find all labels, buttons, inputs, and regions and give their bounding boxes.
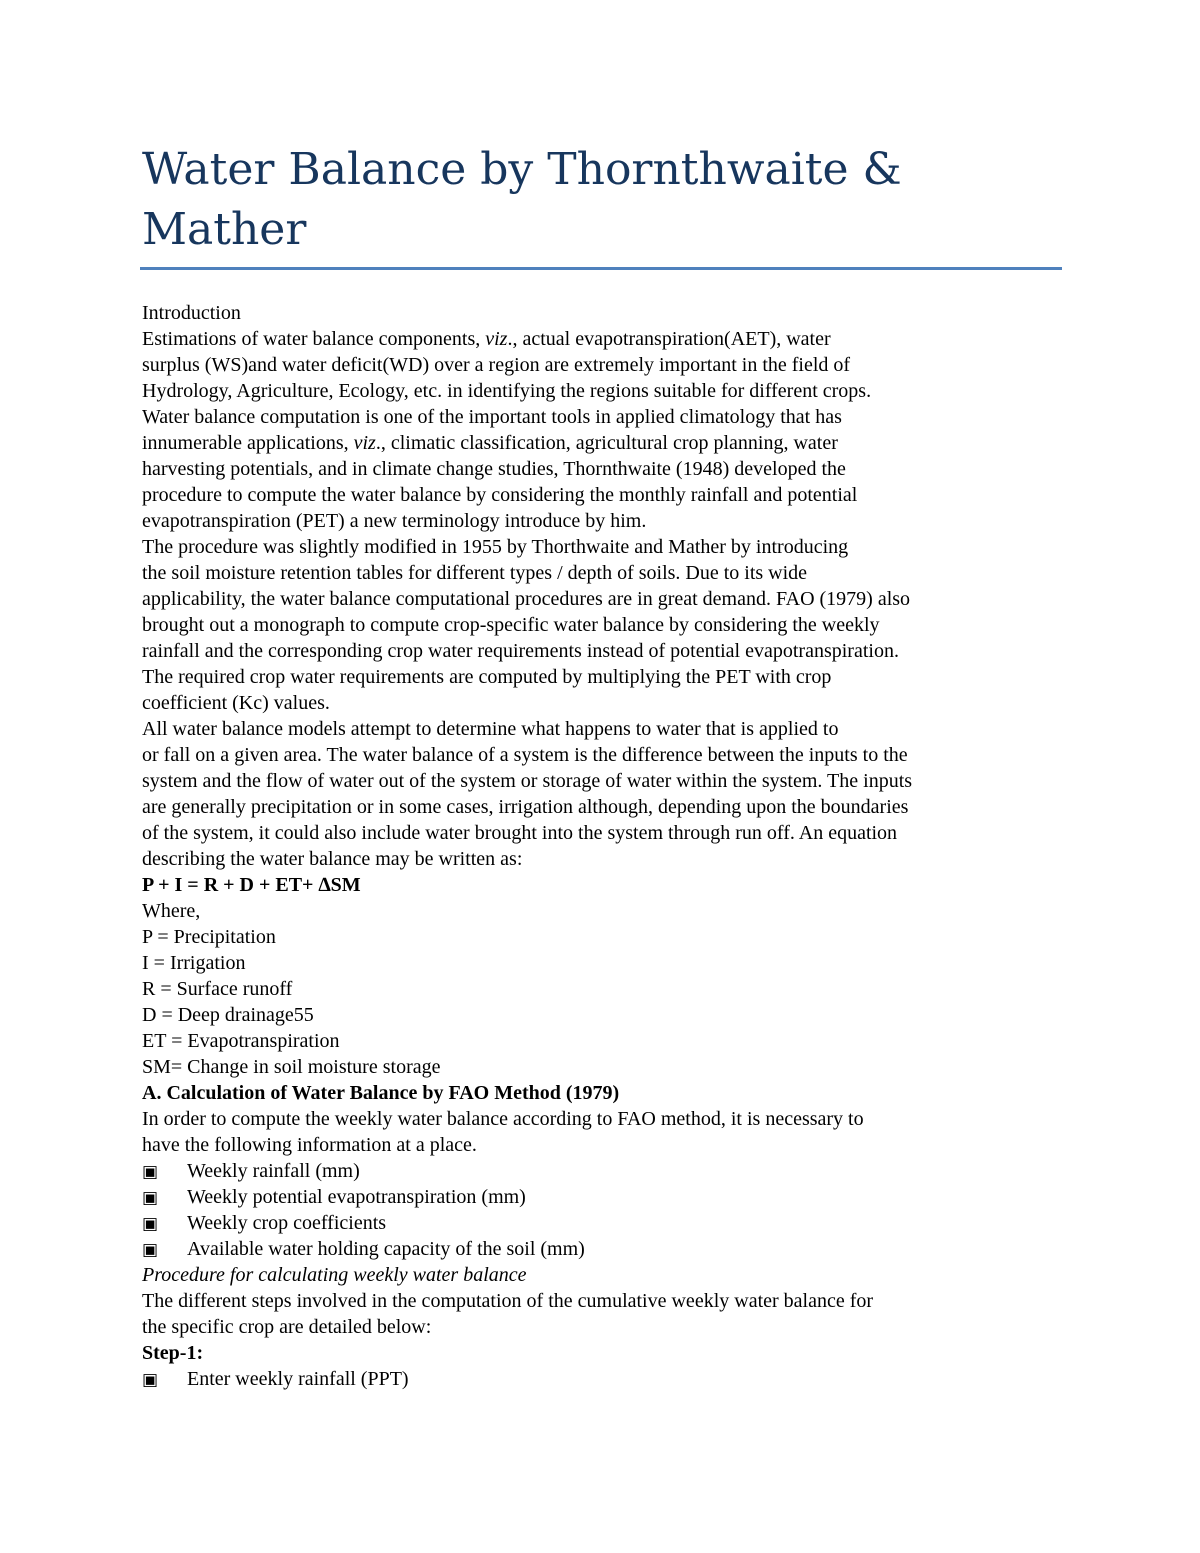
paragraph-line: coefficient (Kc) values. bbox=[142, 692, 330, 714]
procedure-history-paragraph bbox=[142, 534, 1042, 716]
paragraph-line: have the following information at a place. bbox=[142, 1134, 477, 1156]
definition-item: ET = Evapotranspiration bbox=[142, 1030, 340, 1052]
title-line-2: Mather bbox=[142, 204, 307, 255]
paragraph-line: The procedure was slightly modified in 1955 by Thorthwaite and Mather by introducing bbox=[142, 536, 849, 558]
document-body bbox=[142, 300, 1042, 1392]
paragraph-line: the soil moisture retention tables for different types / depth of soils. Due to its wide bbox=[142, 562, 808, 584]
bullet-icon: ▣ bbox=[142, 1240, 159, 1260]
bullet-icon: ▣ bbox=[142, 1188, 159, 1208]
paragraph-line: describing the water balance may be written as: bbox=[142, 848, 523, 870]
title-line-1: Water Balance by Thornthwaite & bbox=[142, 144, 902, 195]
list-item: ▣ Weekly crop coefficients bbox=[142, 1210, 1042, 1236]
bullet-icon: ▣ bbox=[142, 1214, 159, 1234]
section-a-heading: A. Calculation of Water Balance by FAO Method (1979) bbox=[142, 1082, 620, 1104]
paragraph-line: Water balance computation is one of the important tools in applied climatology that has bbox=[142, 406, 842, 428]
paragraph-line: innumerable applications, viz., climatic classification, agricultural crop planning, water bbox=[142, 432, 838, 454]
paragraph-line: rainfall and the corresponding crop water requirements instead of potential evapotranspiration. bbox=[142, 640, 899, 662]
paragraph-line: Estimations of water balance components, viz., actual evapotranspiration(AET), water bbox=[142, 328, 831, 350]
water-balance-paragraph bbox=[142, 716, 1042, 872]
paragraph-line: brought out a monograph to compute crop-specific water balance by considering the weekly bbox=[142, 614, 880, 636]
step-1-heading: Step-1: bbox=[142, 1342, 204, 1364]
paragraph-line: Hydrology, Agriculture, Ecology, etc. in identifying the regions suitable for different crops. bbox=[142, 380, 872, 402]
paragraph-line: All water balance models attempt to determine what happens to water that is applied to bbox=[142, 718, 839, 740]
paragraph-line: are generally precipitation or in some cases, irrigation although, depending upon the boundaries bbox=[142, 796, 909, 818]
bullet-icon: ▣ bbox=[142, 1162, 159, 1182]
paragraph-line: The different steps involved in the computation of the cumulative weekly water balance for bbox=[142, 1290, 874, 1312]
paragraph-line: system and the flow of water out of the system or storage of water within the system. The inputs bbox=[142, 770, 913, 792]
list-item: ▣ Weekly potential evapotranspiration (mm) bbox=[142, 1184, 1042, 1210]
bullet-icon: ▣ bbox=[142, 1370, 159, 1390]
list-item: ▣ Available water holding capacity of the soil (mm) bbox=[142, 1236, 1042, 1262]
definition-item: P = Precipitation bbox=[142, 926, 276, 948]
page-title bbox=[142, 140, 1042, 260]
paragraph-line: of the system, it could also include water brought into the system through run off. An equation bbox=[142, 822, 898, 844]
definitions-list bbox=[142, 924, 1042, 1080]
paragraph-line: evapotranspiration (PET) a new terminology introduce by him. bbox=[142, 510, 647, 532]
paragraph-line: procedure to compute the water balance by considering the monthly rainfall and potential bbox=[142, 484, 858, 506]
paragraph-line: harvesting potentials, and in climate change studies, Thornthwaite (1948) developed the bbox=[142, 458, 846, 480]
requirements-list bbox=[142, 1158, 1042, 1262]
paragraph-line: applicability, the water balance computational procedures are in great demand. FAO (1979) also bbox=[142, 588, 911, 610]
list-item: ▣ Enter weekly rainfall (PPT) bbox=[142, 1366, 1042, 1392]
paragraph-line: or fall on a given area. The water balance of a system is the difference between the inputs to the bbox=[142, 744, 908, 766]
paragraph-line: The required crop water requirements are computed by multiplying the PET with crop bbox=[142, 666, 832, 688]
water-balance-equation: P + I = R + D + ET+ ∆SM bbox=[142, 874, 361, 896]
paragraph-line: surplus (WS)and water deficit(WD) over a region are extremely important in the field of bbox=[142, 354, 851, 376]
title-divider bbox=[140, 267, 1062, 270]
paragraph-line: the specific crop are detailed below: bbox=[142, 1316, 432, 1338]
intro-heading: Introduction bbox=[142, 302, 241, 324]
definition-item: D = Deep drainage55 bbox=[142, 1004, 314, 1026]
definition-item: R = Surface runoff bbox=[142, 978, 293, 1000]
definition-item: I = Irrigation bbox=[142, 952, 246, 974]
paragraph-line: In order to compute the weekly water balance according to FAO method, it is necessary to bbox=[142, 1108, 864, 1130]
list-item: ▣ Weekly rainfall (mm) bbox=[142, 1158, 1042, 1184]
intro-paragraph bbox=[142, 326, 1042, 534]
procedure-heading: Procedure for calculating weekly water balance bbox=[142, 1264, 527, 1286]
definition-item: SM= Change in soil moisture storage bbox=[142, 1056, 441, 1078]
where-label: Where, bbox=[142, 900, 201, 922]
